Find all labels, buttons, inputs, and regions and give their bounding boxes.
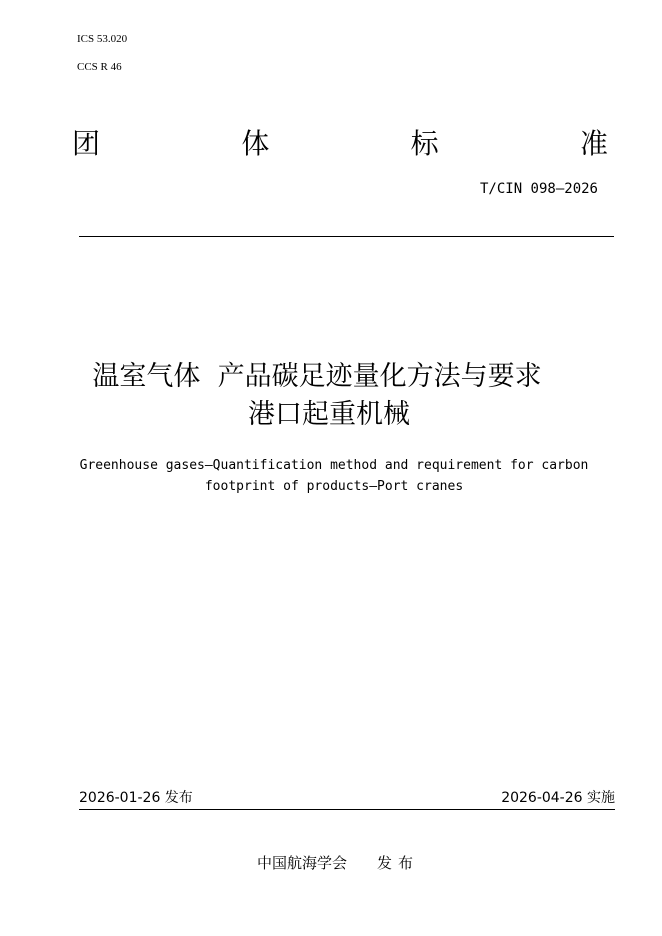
top-divider: [79, 236, 614, 237]
standard-type-char-4: 准: [579, 127, 608, 160]
title-english: [0, 455, 662, 497]
standard-type-heading: [72, 124, 608, 164]
ics-code: ICS 53.020: [77, 33, 128, 45]
issue-date: 2026-01-26 发布: [79, 790, 193, 806]
title-english-line-1: Greenhouse gases—Quantification method and requirement for carbon: [79, 458, 589, 473]
title-chinese-line-2: 港口起重机械: [248, 399, 410, 430]
standard-type-char-2: 体: [241, 127, 270, 160]
implementation-date: 2026-04-26 实施: [501, 790, 615, 806]
ccs-code: CCS R 46: [77, 61, 122, 73]
bottom-divider: [79, 809, 615, 810]
publisher-action: 发布: [377, 854, 420, 872]
title-english-line-2: footprint of products—Port cranes: [204, 479, 464, 494]
publisher-name: 中国航海学会: [257, 854, 348, 872]
publisher: [257, 853, 419, 873]
standard-type-char-1: 团: [72, 127, 101, 160]
title-chinese-line-1: 温室气体 产品碳足迹量化方法与要求: [92, 361, 542, 392]
standard-code: T/CIN 098—2026: [479, 181, 598, 197]
standard-type-char-3: 标: [410, 127, 439, 160]
